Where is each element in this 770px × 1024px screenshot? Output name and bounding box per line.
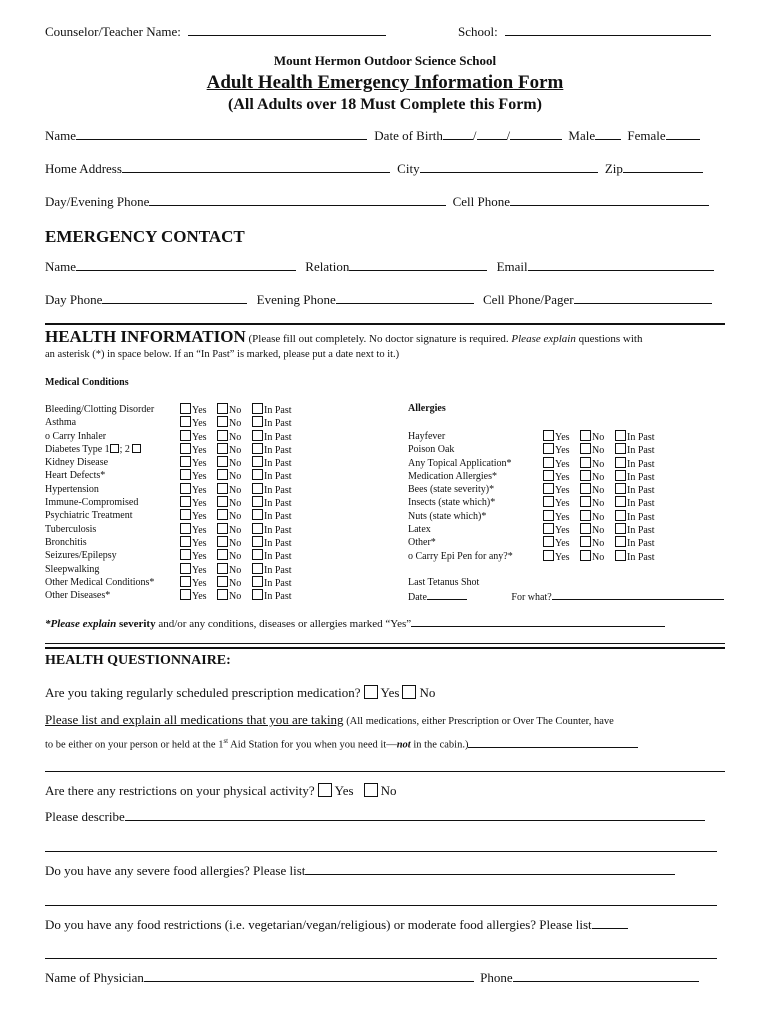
condition-yes-checkbox[interactable]: [180, 509, 191, 520]
allergy-yes-checkbox[interactable]: [543, 523, 554, 534]
condition-no-checkbox[interactable]: [217, 523, 228, 534]
male-label: Male: [568, 128, 596, 143]
condition-row: Kidney Disease Yes No In Past: [45, 457, 292, 470]
q5-input-line-2[interactable]: [45, 958, 717, 959]
condition-past-checkbox[interactable]: [252, 416, 263, 427]
conditions-list: [45, 403, 292, 603]
describe-row: [45, 809, 705, 825]
allergy-row: Other* Yes No In Past: [408, 537, 655, 550]
personal-row-2: [45, 161, 703, 177]
allergy-no-checkbox[interactable]: [580, 470, 591, 481]
allergy-no-checkbox[interactable]: [580, 536, 591, 547]
physician-phone-label: Phone: [480, 970, 513, 985]
tetanus-date-label: Date: [408, 592, 427, 603]
allergies-list: [408, 430, 728, 563]
q1-yes-checkbox[interactable]: [364, 685, 378, 699]
dob-month-line[interactable]: [443, 128, 473, 140]
ec-relation-label: Relation: [305, 259, 350, 274]
condition-row: Immune-Compromised Yes No In Past: [45, 497, 292, 510]
tetanus-label: Last Tetanus Shot: [408, 577, 480, 588]
condition-yes-checkbox[interactable]: [180, 523, 191, 534]
allergy-yes-checkbox[interactable]: [543, 470, 554, 481]
condition-past-checkbox[interactable]: [252, 536, 263, 547]
ec-evening-phone-label: Evening Phone: [256, 292, 336, 307]
condition-no-checkbox[interactable]: [217, 536, 228, 547]
physician-row: [45, 970, 699, 986]
condition-no-checkbox[interactable]: [217, 509, 228, 520]
condition-past-checkbox[interactable]: [252, 576, 263, 587]
address-input-line[interactable]: [122, 161, 390, 173]
cell-phone-label: Cell Phone: [452, 194, 511, 209]
q2-row: [45, 712, 614, 728]
condition-yes-checkbox[interactable]: [180, 536, 191, 547]
allergy-past-checkbox[interactable]: [615, 457, 626, 468]
counselor-input-line[interactable]: [188, 24, 386, 36]
name-label: Name: [45, 128, 77, 143]
tetanus-date-line[interactable]: [427, 590, 467, 600]
q2-text: Please list and explain all medications that you are taking: [45, 712, 344, 727]
condition-no-checkbox[interactable]: [217, 416, 228, 427]
allergy-row: Insects (state which)* Yes No In Past: [408, 497, 655, 510]
city-input-line[interactable]: [420, 161, 598, 173]
personal-row-1: Name Date of Birth / / Male Female: [45, 128, 700, 144]
condition-no-checkbox[interactable]: [217, 430, 228, 441]
diabetes-type2-checkbox[interactable]: [132, 444, 141, 453]
allergy-row: Any Topical Application* Yes No In Past: [408, 457, 655, 470]
allergy-no-checkbox[interactable]: [580, 430, 591, 441]
page-subtitle: (All Adults over 18 Must Complete this Form): [228, 96, 542, 113]
allergy-row: Bees (state severity)* Yes No In Past: [408, 484, 655, 497]
allergy-past-checkbox[interactable]: [615, 496, 626, 507]
allergy-yes-checkbox[interactable]: [543, 483, 554, 494]
condition-row: Bleeding/Clotting Disorder Yes No In Past: [45, 404, 292, 416]
allergy-past-checkbox[interactable]: [615, 550, 626, 561]
condition-past-checkbox[interactable]: [252, 549, 263, 560]
q3-no-label: No: [380, 783, 397, 798]
male-input-line[interactable]: [595, 128, 621, 140]
section-divider: [45, 323, 725, 325]
condition-past-checkbox[interactable]: [252, 469, 263, 480]
questionnaire-heading: HEALTH QUESTIONNAIRE:: [45, 653, 231, 668]
allergies-heading: Allergies: [408, 403, 446, 414]
allergy-past-checkbox[interactable]: [615, 443, 626, 454]
condition-past-checkbox[interactable]: [252, 523, 263, 534]
q3-text: Are there any restrictions on your physical activity?: [45, 783, 315, 798]
health-note-line2: an asterisk (*) in space below. If an “In Past” is marked, please put a date next to it.): [45, 349, 400, 360]
allergy-row: Hayfever Yes No In Past: [408, 431, 655, 443]
dob-label: Date of Birth: [374, 128, 443, 143]
allergy-no-checkbox[interactable]: [580, 443, 591, 454]
allergy-yes-checkbox[interactable]: [543, 550, 554, 561]
condition-no-checkbox[interactable]: [217, 563, 228, 574]
allergy-yes-checkbox[interactable]: [543, 430, 554, 441]
q4-input-line[interactable]: [305, 863, 675, 875]
school-field: [458, 24, 711, 40]
q1-no-checkbox[interactable]: [402, 685, 416, 699]
condition-row: Bronchitis Yes No In Past: [45, 536, 292, 549]
allergy-yes-checkbox[interactable]: [543, 496, 554, 507]
female-input-line[interactable]: [666, 128, 700, 140]
condition-past-checkbox[interactable]: [252, 483, 263, 494]
ec-name-input-line[interactable]: [76, 259, 296, 271]
condition-row: Tuberculosis Yes No In Past: [45, 523, 292, 536]
condition-row: o Carry Inhaler Yes No In Past: [45, 430, 292, 443]
ec-evening-phone-input-line[interactable]: [336, 292, 474, 304]
allergy-past-checkbox[interactable]: [615, 510, 626, 521]
condition-no-checkbox[interactable]: [217, 403, 228, 414]
condition-no-checkbox[interactable]: [217, 589, 228, 600]
counselor-field: [45, 24, 386, 40]
ec-cell-pager-input-line[interactable]: [574, 292, 712, 304]
explain-rest: and/or any conditions, diseases or allergies marked “Yes”: [155, 618, 412, 630]
condition-no-checkbox[interactable]: [217, 483, 228, 494]
allergy-past-checkbox[interactable]: [615, 430, 626, 441]
describe-input-line[interactable]: [125, 809, 705, 821]
q3-row: [45, 783, 396, 799]
tetanus-for-line[interactable]: [552, 590, 724, 600]
emergency-heading: EMERGENCY CONTACT: [45, 227, 245, 246]
condition-no-checkbox[interactable]: [217, 549, 228, 560]
dob-year-line[interactable]: [510, 128, 562, 140]
explain-input-line[interactable]: [411, 617, 665, 627]
condition-past-checkbox[interactable]: [252, 496, 263, 507]
condition-past-checkbox[interactable]: [252, 563, 263, 574]
q2-input-line-2[interactable]: [45, 771, 725, 772]
condition-no-checkbox[interactable]: [217, 496, 228, 507]
condition-row: Hypertension Yes No In Past: [45, 483, 292, 496]
allergy-no-checkbox[interactable]: [580, 510, 591, 521]
female-label: Female: [627, 128, 666, 143]
org-name: Mount Hermon Outdoor Science School: [273, 53, 497, 68]
allergy-row: Nuts (state which)* Yes No In Past: [408, 510, 655, 523]
health-heading-row: [45, 327, 642, 347]
condition-past-checkbox[interactable]: [252, 443, 263, 454]
allergy-past-checkbox[interactable]: [615, 483, 626, 494]
school-input-line[interactable]: [505, 24, 711, 36]
ec-cell-pager-label: Cell Phone/Pager: [483, 292, 574, 307]
zip-input-line[interactable]: [623, 161, 703, 173]
explain-line-2[interactable]: [45, 643, 725, 644]
emergency-row-2: [45, 292, 712, 308]
zip-label: Zip: [604, 161, 623, 176]
explain-em: *Please explain: [45, 618, 117, 630]
medical-conditions-heading: Medical Conditions: [45, 377, 129, 388]
school-label: School:: [458, 24, 498, 39]
q5-row: [45, 917, 628, 933]
q2-note: (All medications, either Prescription or Over The Counter, have: [343, 716, 614, 727]
condition-yes-checkbox[interactable]: [180, 576, 191, 587]
allergy-yes-checkbox[interactable]: [543, 536, 554, 547]
ec-name-label: Name: [45, 259, 77, 274]
q3-yes-checkbox[interactable]: [318, 783, 332, 797]
condition-row: Psychiatric Treatment Yes No In Past: [45, 510, 292, 523]
ec-email-input-line[interactable]: [528, 259, 714, 271]
physician-phone-input-line[interactable]: [513, 970, 699, 982]
cell-phone-input-line[interactable]: [510, 194, 709, 206]
allergy-row: o Carry Epi Pen for any?* Yes No In Past: [408, 550, 655, 563]
emergency-row-1: [45, 259, 714, 275]
condition-row: Other Medical Conditions* Yes No In Past: [45, 576, 292, 589]
personal-row-3: [45, 194, 709, 210]
allergy-yes-checkbox[interactable]: [543, 443, 554, 454]
condition-row: Seizures/Epilepsy Yes No In Past: [45, 550, 292, 563]
diabetes-type1-checkbox[interactable]: [110, 444, 119, 453]
physician-input-line[interactable]: [144, 970, 474, 982]
condition-yes-checkbox[interactable]: [180, 469, 191, 480]
condition-yes-checkbox[interactable]: [180, 483, 191, 494]
condition-no-checkbox[interactable]: [217, 576, 228, 587]
condition-row: Diabetes Type 1 ; 2 Yes No In Past: [45, 443, 292, 456]
q2-row-2: to be either on your person or held at the 1st Aid Station for you when you need it—not in the cabin.): [45, 737, 638, 751]
explain-bold: severity: [116, 618, 156, 630]
ec-relation-input-line[interactable]: [349, 259, 487, 271]
allergy-row: Medication Allergies* Yes No In Past: [408, 470, 655, 483]
q5-input-line[interactable]: [592, 917, 628, 929]
allergy-past-checkbox[interactable]: [615, 523, 626, 534]
condition-yes-checkbox[interactable]: [180, 496, 191, 507]
allergy-no-checkbox[interactable]: [580, 483, 591, 494]
tetanus-for-label: For what?: [511, 592, 552, 603]
condition-yes-checkbox[interactable]: [180, 549, 191, 560]
condition-row: Heart Defects* Yes No In Past: [45, 470, 292, 483]
tetanus-row: [408, 590, 724, 603]
explain-row: [45, 617, 665, 630]
day-phone-input-line[interactable]: [149, 194, 446, 206]
q1-no-label: No: [419, 685, 436, 700]
condition-row: Asthma Yes No In Past: [45, 417, 292, 430]
condition-yes-checkbox[interactable]: [180, 563, 191, 574]
allergy-no-checkbox[interactable]: [580, 457, 591, 468]
dob-day-line[interactable]: [477, 128, 507, 140]
condition-yes-checkbox[interactable]: [180, 416, 191, 427]
allergy-yes-checkbox[interactable]: [543, 457, 554, 468]
health-note-em: Please explain: [511, 333, 576, 345]
allergy-past-checkbox[interactable]: [615, 536, 626, 547]
condition-yes-checkbox[interactable]: [180, 456, 191, 467]
allergy-no-checkbox[interactable]: [580, 550, 591, 561]
condition-past-checkbox[interactable]: [252, 589, 263, 600]
section-divider-2: [45, 647, 725, 649]
name-input-line[interactable]: [76, 128, 367, 140]
q1-yes-label: Yes: [380, 685, 400, 700]
allergy-row: Latex Yes No In Past: [408, 524, 655, 537]
condition-no-checkbox[interactable]: [217, 443, 228, 454]
condition-yes-checkbox[interactable]: [180, 443, 191, 454]
page-title: Adult Health Emergency Information Form: [206, 72, 564, 93]
ec-day-phone-label: Day Phone: [45, 292, 103, 307]
allergy-no-checkbox[interactable]: [580, 523, 591, 534]
q5-text: Do you have any food restrictions (i.e. vegetarian/vegan/religious) or moderate food allergies? Please list: [45, 917, 592, 932]
condition-past-checkbox[interactable]: [252, 509, 263, 520]
condition-past-checkbox[interactable]: [252, 456, 263, 467]
day-phone-label: Day/Evening Phone: [45, 194, 150, 209]
condition-no-checkbox[interactable]: [217, 456, 228, 467]
condition-yes-checkbox[interactable]: [180, 589, 191, 600]
address-label: Home Address: [45, 161, 122, 176]
describe-input-line-2[interactable]: [45, 851, 717, 852]
allergy-row: Poison Oak Yes No In Past: [408, 444, 655, 457]
health-heading: HEALTH INFORMATION: [45, 327, 246, 346]
allergy-no-checkbox[interactable]: [580, 496, 591, 507]
ec-day-phone-input-line[interactable]: [102, 292, 247, 304]
condition-yes-checkbox[interactable]: [180, 403, 191, 414]
q4-input-line-2[interactable]: [45, 905, 717, 906]
condition-past-checkbox[interactable]: [252, 403, 263, 414]
q3-no-checkbox[interactable]: [364, 783, 378, 797]
physician-label: Name of Physician: [45, 970, 144, 985]
q1-row: [45, 685, 435, 701]
q3-yes-label: Yes: [334, 783, 354, 798]
q1-text: Are you taking regularly scheduled prescription medication?: [45, 685, 361, 700]
condition-row: Sleepwalking Yes No In Past: [45, 563, 292, 576]
condition-yes-checkbox[interactable]: [180, 430, 191, 441]
condition-no-checkbox[interactable]: [217, 469, 228, 480]
health-note-b: questions with: [575, 333, 643, 345]
q2-input-line[interactable]: [468, 738, 638, 748]
allergy-past-checkbox[interactable]: [615, 470, 626, 481]
city-label: City: [397, 161, 420, 176]
health-note-a: (Please fill out completely. No doctor signature is required.: [248, 333, 512, 345]
allergy-yes-checkbox[interactable]: [543, 510, 554, 521]
ec-email-label: Email: [496, 259, 528, 274]
condition-past-checkbox[interactable]: [252, 430, 263, 441]
q4-row: [45, 863, 675, 879]
condition-row: Other Diseases* Yes No In Past: [45, 590, 292, 603]
describe-label: Please describe: [45, 809, 125, 824]
q4-text: Do you have any severe food allergies? Please list: [45, 863, 306, 878]
counselor-label: Counselor/Teacher Name:: [45, 24, 181, 39]
